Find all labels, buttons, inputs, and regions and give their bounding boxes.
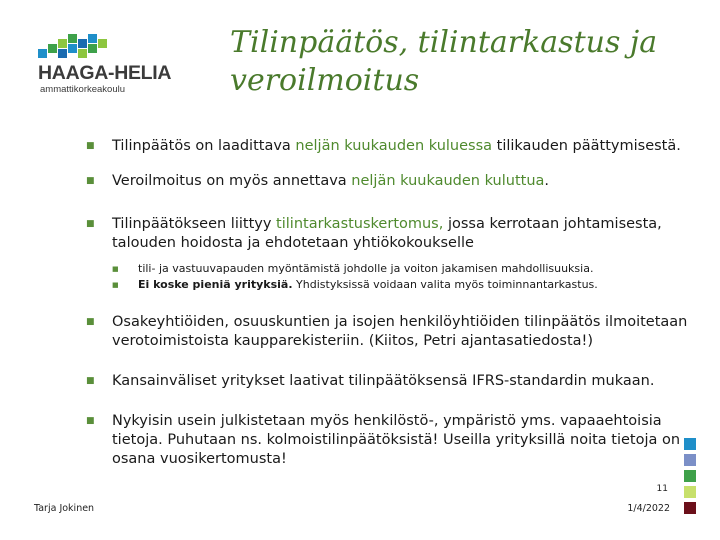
bullet-text: jossa kerrotaan johtamisesta, talouden hoidosta ja ehdotetaan yhtiökokoukselle — [112, 216, 662, 251]
bullet-text: . — [544, 173, 550, 189]
bullet-highlight: neljän kuukauden kuluttua — [351, 173, 545, 189]
sub-bullet-bold-text: Ei koske pieniä yrityksiä. — [138, 278, 293, 291]
sub-bullet-icon: ■ — [112, 281, 119, 289]
bullet-icon: ■ — [86, 376, 95, 386]
slide-title: Tilinpäätös, tilintarkastus ja veroilmoitus — [230, 25, 658, 98]
footer-date: 1/4/2022 — [627, 503, 670, 514]
sub-bullet-text: tili- ja vastuuvapauden myöntämistä johdolle ja voiton jakamisen mahdollisuuksia. — [138, 262, 594, 275]
bullet-item — [86, 172, 708, 191]
bullet-text: Tilinpäätös on laadittava — [112, 138, 296, 154]
bullet-item — [86, 215, 708, 253]
bullet-highlight: neljän kuukauden kuluessa — [295, 138, 493, 154]
logo-squares-icon — [38, 33, 108, 63]
bullet-text: Osakeyhtiöiden, osuuskuntien ja isojen henkilöyhtiöiden tilinpäätös ilmoitetaan verotoimistoista kaupparekisteriin. (Kiitos, Petri ajantasatiedosta!) — [112, 314, 688, 349]
bullet-item — [86, 137, 708, 156]
bullet-text: Nykyisin usein julkistetaan myös henkilöstö-, ympäristö yms. vapaaehtoisia tietoja. Puhutaan ns. kolmoistilinpäätöksistä! Useilla yrityksillä noita tietoja on osana vuosikertomusta! — [112, 413, 681, 467]
sub-bullet-icon: ■ — [112, 265, 119, 273]
color-strip — [684, 438, 696, 518]
logo-subtitle: ammattikorkeakoulu — [40, 84, 126, 95]
bullet-icon: ■ — [86, 141, 95, 151]
bullet-icon: ■ — [86, 317, 95, 327]
bullet-icon: ■ — [86, 416, 95, 426]
color-strip-square — [684, 470, 696, 482]
sub-bullet-item — [112, 261, 708, 277]
sub-bullet-list — [112, 261, 708, 293]
logo-name: HAAGA-HELIA — [38, 62, 172, 84]
color-strip-square — [684, 486, 696, 498]
bullet-item — [86, 372, 708, 391]
color-strip-square — [684, 502, 696, 514]
bullet-highlight: tilintarkastuskertomus, — [276, 216, 444, 232]
page-number: 11 — [656, 484, 668, 494]
bullet-text: Tilinpäätökseen liittyy — [112, 216, 277, 232]
color-strip-square — [684, 438, 696, 450]
bullet-text: Kansainväliset yritykset laativat tilinpäätöksensä IFRS-standardin mukaan. — [112, 373, 655, 389]
haaga-helia-logo — [38, 33, 208, 103]
sub-bullet-item — [112, 277, 708, 293]
bullet-item — [86, 412, 708, 469]
sub-bullet-text: Yhdistyksissä voidaan valita myös toiminnantarkastus. — [292, 278, 598, 291]
bullet-item — [86, 313, 708, 351]
bullet-list — [86, 137, 708, 469]
bullet-text: tilikauden päättymisestä. — [492, 138, 681, 154]
bullet-text: Veroilmoitus on myös annettava — [112, 173, 352, 189]
bullet-icon: ■ — [86, 219, 95, 229]
color-strip-square — [684, 454, 696, 466]
footer-author: Tarja Jokinen — [34, 503, 95, 514]
bullet-icon: ■ — [86, 176, 95, 186]
